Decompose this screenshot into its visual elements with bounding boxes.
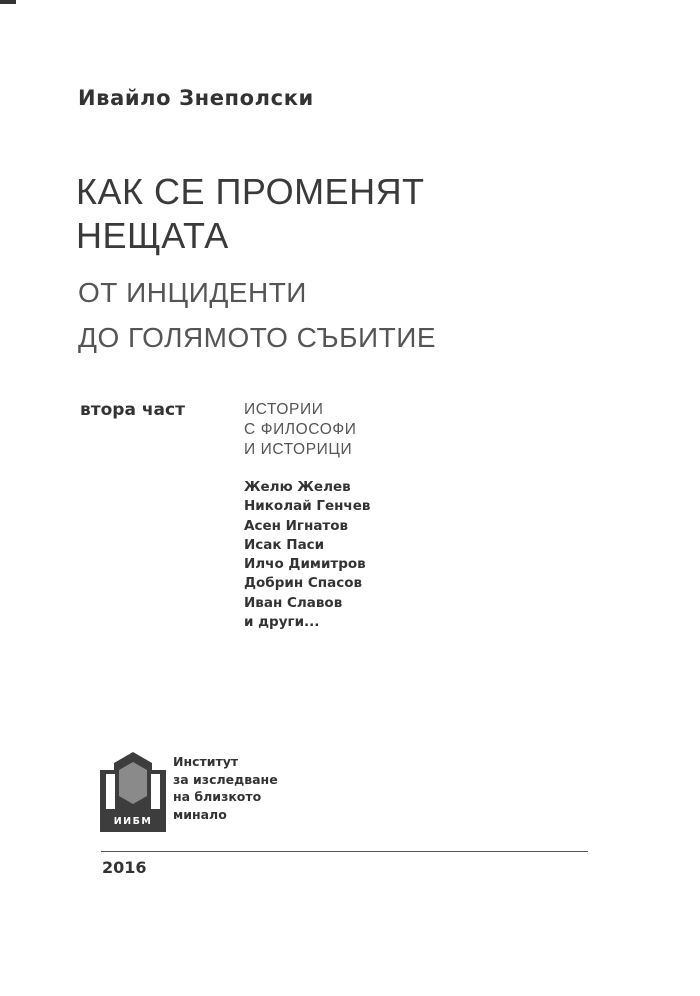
book-title [76, 170, 425, 258]
horizontal-divider [101, 851, 588, 852]
contributor-name: Иван Славов [244, 594, 343, 611]
book-title-line: НЕЩАТА [76, 215, 229, 256]
stories-heading-line: И ИСТОРИЦИ [244, 441, 353, 458]
stories-heading-line: С ФИЛОСОФИ [244, 421, 357, 438]
publisher-name-line: за изследване [173, 771, 278, 787]
book-subtitle-line: ОТ ИНЦИДЕНТИ [78, 277, 307, 308]
publisher-name-line: Институт [173, 754, 239, 769]
part-label: втора част [80, 400, 185, 420]
contributor-name: Желю Желев [244, 479, 351, 495]
contributor-name: и други... [244, 614, 320, 631]
stories-heading-line: ИСТОРИИ [244, 401, 324, 418]
author-name: Ивайло Знеполски [78, 86, 314, 110]
contributor-name: Илчо Димитров [244, 556, 366, 573]
publisher-logo [100, 752, 166, 832]
publisher-name-line: на близкото [173, 789, 262, 804]
book-subtitle [78, 270, 436, 360]
contributor-name: Николай Генчев [244, 498, 371, 515]
contributor-name: Исак Паси [244, 536, 325, 553]
publisher-name-line: минало [173, 806, 227, 822]
publisher-logo-text: ИИБМ [113, 816, 153, 827]
publisher-name [173, 753, 278, 823]
book-title-line: КАК СЕ ПРОМЕНЯТ [76, 171, 425, 212]
book-subtitle-line: ДО ГОЛЯМОТО СЪБИТИЕ [78, 322, 437, 353]
contributors-list [244, 478, 370, 632]
corner-mark [0, 0, 16, 4]
contributor-name: Добрин Спасов [244, 575, 363, 592]
contributor-name: Асен Игнатов [244, 517, 349, 534]
stories-heading [244, 400, 357, 460]
publication-year: 2016 [102, 858, 147, 877]
